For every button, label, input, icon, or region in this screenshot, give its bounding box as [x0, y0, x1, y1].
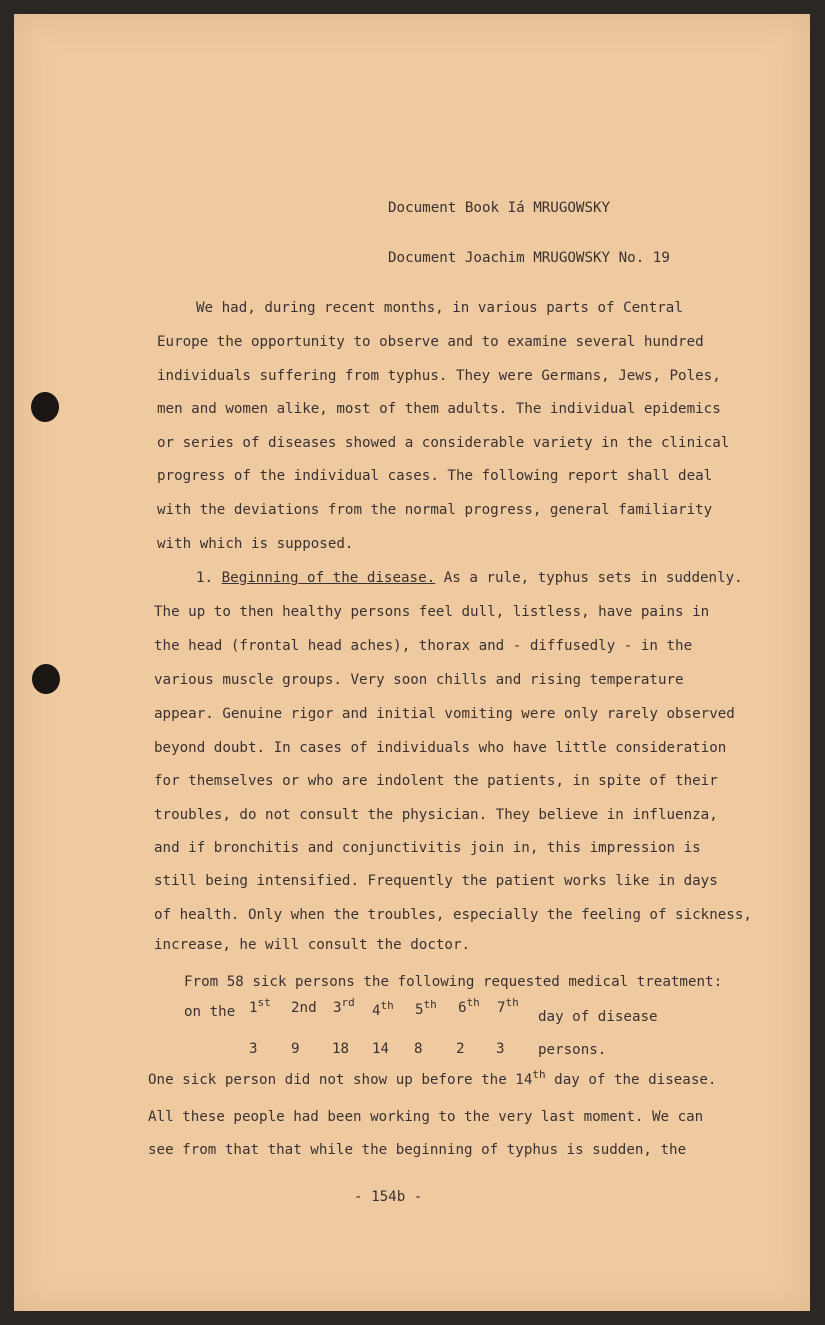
table-prefix: on the: [184, 1004, 236, 1020]
section1-line: for themselves or who are indolent the patients, in spite of their: [154, 773, 718, 789]
section1-line: of health. Only when the troubles, especially the feeling of sickness,: [154, 907, 752, 923]
closing-line: One sick person did not show up before the 14th day of the disease.: [148, 1068, 717, 1088]
day-header: 4th: [372, 999, 394, 1019]
para1-line: or series of diseases showed a considerable variety in the clinical: [157, 435, 730, 451]
count-cell: 14: [372, 1041, 390, 1057]
section1-line: appear. Genuine rigor and initial vomiting were only rarely observed: [154, 706, 735, 722]
section-number: 1.: [196, 570, 214, 586]
para1-line: individuals suffering from typhus. They were Germans, Jews, Poles,: [157, 368, 721, 384]
section-first-line-text: As a rule, typhus sets in suddenly.: [443, 570, 743, 586]
section1-line: still being intensified. Frequently the patient works like in days: [154, 873, 718, 889]
page-number: - 154b -: [354, 1189, 423, 1205]
section1-line: and if bronchitis and conjunctivitis join in, this impression is: [154, 840, 701, 856]
counts-label: persons.: [538, 1042, 607, 1058]
day-header: 3rd: [333, 996, 355, 1016]
para1-line: men and women alike, most of them adults. The individual epidemics: [157, 401, 721, 417]
document-number: Document Joachim MRUGOWSKY No. 19: [388, 250, 670, 266]
section1-line: troubles, do not consult the physician. They believe in influenza,: [154, 807, 718, 823]
count-cell: 18: [332, 1041, 350, 1057]
table-suffix: day of disease: [538, 1009, 658, 1025]
section1-line: the head (frontal head aches), thorax and - diffusedly - in the: [154, 638, 693, 654]
day-header: 1st: [249, 996, 271, 1016]
punch-hole-top: [31, 392, 59, 422]
day-header: 6th: [458, 996, 480, 1016]
day-header: 2nd: [291, 1000, 317, 1016]
document-book-title: Document Book Iá MRUGOWSKY: [388, 200, 611, 216]
para1-line: with which is supposed.: [157, 536, 354, 552]
day-header: 5th: [415, 998, 437, 1018]
count-cell: 3: [496, 1041, 505, 1057]
table-intro: From 58 sick persons the following requested medical treatment:: [184, 974, 723, 990]
count-cell: 2: [456, 1041, 465, 1057]
section1-line: The up to then healthy persons feel dull, listless, have pains in: [154, 604, 710, 620]
para1-line: with the deviations from the normal progress, general familiarity: [157, 502, 713, 518]
section-heading: Beginning of the disease.: [221, 570, 436, 586]
para1-line: Europe the opportunity to observe and to examine several hundred: [157, 334, 704, 350]
count-cell: 8: [414, 1041, 423, 1057]
count-cell: 9: [291, 1041, 300, 1057]
closing-line: see from that that while the beginning of typhus is sudden, the: [148, 1142, 687, 1158]
closing-line: All these people had been working to the very last moment. We can: [148, 1109, 704, 1125]
day-header: 7th: [497, 996, 519, 1016]
count-cell: 3: [249, 1041, 258, 1057]
para1-line: progress of the individual cases. The following report shall deal: [157, 468, 713, 484]
section1-first-line: [196, 571, 743, 585]
para1-line: We had, during recent months, in various parts of Central: [196, 300, 683, 316]
section1-line: beyond doubt. In cases of individuals who have little consideration: [154, 740, 727, 756]
punch-hole-bottom: [32, 664, 60, 694]
section1-line: various muscle groups. Very soon chills and rising temperature: [154, 672, 684, 688]
section1-line: increase, he will consult the doctor.: [154, 937, 471, 953]
